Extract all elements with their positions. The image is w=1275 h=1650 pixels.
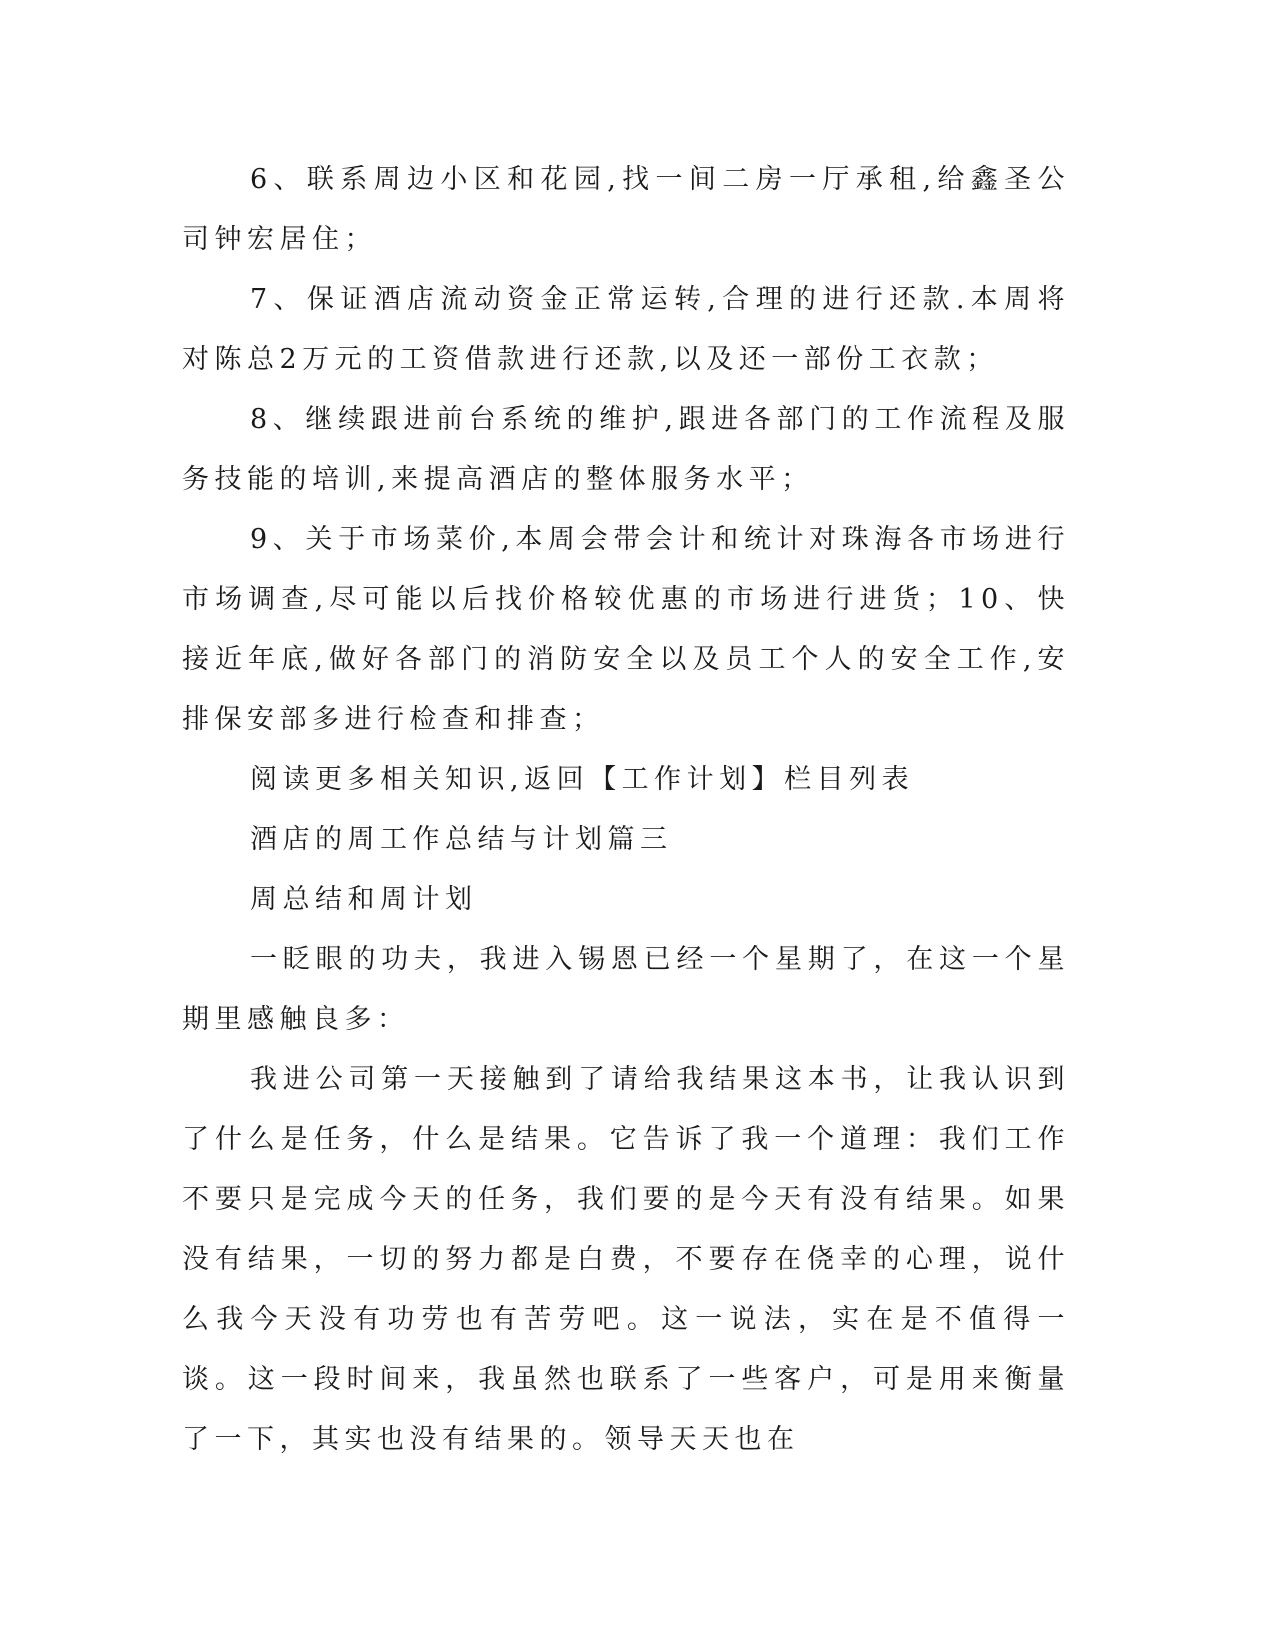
section-title: 酒店的周工作总结与计划篇三: [250, 824, 673, 855]
paragraph-item-9-10: 9、关于市场菜价,本周会带会计和统计对珠海各市场进行市场调查,尽可能以后找价格较优惠的市场进行进货；10、快接近年底,做好各部门的消防安全以及员工个人的安全工作,安排保安部多进行检查和排查；: [182, 524, 1070, 735]
document-body: [182, 150, 1070, 1470]
paragraph-item-8: 8、继续跟进前台系统的维护,跟进各部门的工作流程及服务技能的培训,来提高酒店的整体服务水平；: [182, 404, 1070, 495]
paragraph-intro: 一眨眼的功夫，我进入锡恩已经一个星期了，在这一个星期里感触良多：: [182, 944, 1070, 1035]
section-subtitle: 周总结和周计划: [250, 884, 478, 915]
related-link-text: 阅读更多相关知识,返回【工作计划】栏目列表: [250, 764, 915, 795]
paragraph-item-6: 6、联系周边小区和花园,找一间二房一厅承租,给鑫圣公司钟宏居住；: [182, 164, 1070, 255]
paragraph-body: 我进公司第一天接触到了请给我结果这本书，让我认识到了什么是任务，什么是结果。它告诉了我一个道理：我们工作不要只是完成今天的任务，我们要的是今天有没有结果。如果没有结果，一切的努力都是白费，不要存在侥幸的心理，说什么我今天没有功劳也有苦劳吧。这一说法，实在是不值得一谈。这一段时间来，我虽然也联系了一些客户，可是用来衡量了一下，其实也没有结果的。领导天天也在: [182, 1064, 1070, 1455]
paragraph-item-7: 7、保证酒店流动资金正常运转,合理的进行还款.本周将对陈总2万元的工资借款进行还款,以及还一部份工衣款；: [182, 284, 1070, 375]
